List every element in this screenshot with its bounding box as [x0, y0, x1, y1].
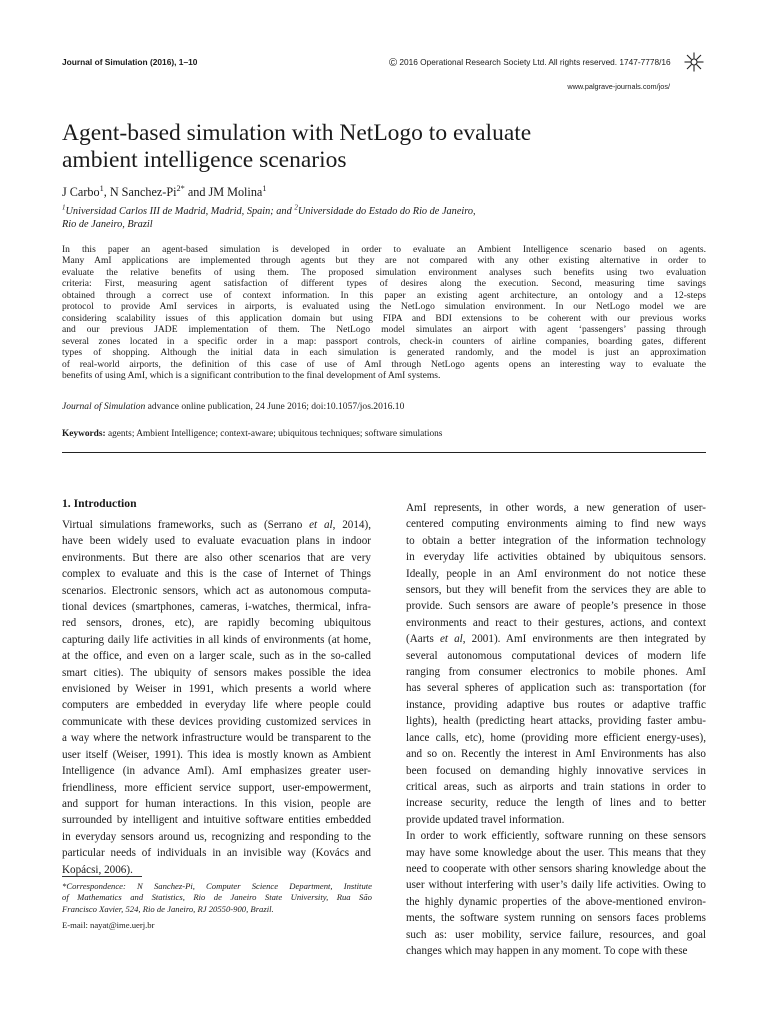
text-line: scenarios. Electronic sensors, which act as autonomous computa-	[62, 584, 371, 597]
text-line: smart cities). The ubiquity of sensors makes possible the idea	[62, 666, 371, 679]
text-line: benefits of using AmI, which is a significant contribution to the final development of AmI systems.	[62, 370, 441, 382]
title-line: ambient intelligence scenarios	[62, 147, 347, 173]
text-line: changes which may happen in any moment. To cope with these	[406, 944, 688, 957]
text-line: protocol to provide AmI services in airports, is evaluated using the NetLogo simulation environment. In our NetLogo model we are	[62, 301, 706, 313]
text-line: obtained through a correct use of context information. In this paper an existing agent architecture, an ontology and a 12-steps	[62, 289, 706, 301]
text-line: instance, providing adaptive bus routes or adaptive traffic	[406, 698, 706, 711]
text-line: lights), health (predicting heart attacks, providing faster ambu-	[406, 715, 706, 728]
keywords	[62, 429, 442, 439]
text-line: Kopácsi, 2006).	[62, 863, 133, 876]
text-line: communicate with these devices providing customized services in	[62, 715, 371, 728]
text-line: capturing daily life activities in all kinds of environments (at home,	[62, 633, 371, 646]
affiliation-marker: 1	[62, 203, 66, 212]
section-heading: 1. Introduction	[62, 497, 137, 510]
correspondence-footnote	[62, 881, 372, 915]
journal-citation-header: Journal of Simulation (2016), 1–10	[62, 57, 198, 67]
text-line: in everyday sensors around us, recognizing and responding to the	[62, 830, 371, 843]
text-line: been focused on demanding highly innovative services in	[406, 764, 706, 777]
author-name: JM Molina	[208, 185, 263, 199]
text-line: complex to evaluate and this is the case of Internet of Things	[62, 568, 371, 581]
citation-details: advance online publication, 24 June 2016; doi:10.1057/jos.2016.10	[145, 401, 405, 412]
text-line: *Correspondence: N Sanchez-Pi, Computer Science Department, Institute	[62, 881, 372, 891]
abstract	[62, 244, 706, 382]
text-line: ments, the software system running on sensors faces problems	[406, 912, 706, 925]
text-line: have been widely used to evaluate evacuation plans in indoor	[62, 535, 371, 548]
text-line: increase security, reduce the length of lines and to better	[406, 797, 706, 810]
text-line: need to cooperate with other sensors sharing knowledge about the	[406, 862, 706, 875]
journal-url-link[interactable]: www.palgrave-journals.com/jos/	[567, 82, 670, 91]
text-line: environments. But there are also other scenarios that are very	[62, 551, 371, 564]
text-line: Virtual simulations frameworks, such as (Serrano et al, 2014),	[62, 519, 371, 531]
text-line: Ideally, people in an AmI environment do not notice these	[406, 567, 706, 580]
online-citation	[62, 401, 404, 412]
text-line: criteria: First, measuring agent satisfaction of different types of desires along the execution. Second, measuring time savings	[62, 278, 706, 290]
title-line: Agent-based simulation with NetLogo to evaluate	[62, 120, 532, 146]
text-line: friendliness, more efficient service support, user-empowerment,	[62, 781, 371, 794]
text-line: provide updated travel information.	[406, 813, 565, 826]
text-line: may have some knowledge about the user. This means that they	[406, 846, 706, 859]
text-line: Intelligence (in advance AmI). AmI emphasizes greater user-	[62, 765, 371, 778]
text-line: provide. Such sensors are aware of people’s presence in those	[406, 600, 706, 613]
text-line: particular needs of individuals in an invisible way (Kovács and	[62, 847, 371, 860]
paragraph	[392, 500, 706, 828]
text-line: several zones located in a specific order in a map: passport controls, check-in counters of airline companies, boarding gates, different	[62, 335, 706, 347]
text-line: AmI represents, in other words, a new generation of user-	[406, 502, 706, 514]
text-line: In order to work efficiently, software running on these sensors	[406, 830, 706, 843]
article-title	[62, 120, 702, 174]
text-line: and support for human interactions. In this vision, people are	[62, 797, 371, 810]
text-line: to obtain a better integration of the information technology	[406, 534, 706, 547]
keywords-text: agents; Ambient Intelligence; context-aware; ubiquitous techniques; software simulations	[105, 429, 443, 439]
affiliation-text: Universidade do Estado do Rio de Janeiro,	[297, 206, 476, 217]
text-line: sensors, but they will benefit from the services they are able to	[406, 584, 706, 597]
text-line: the highly dynamic properties of the above-mentioned environ-	[406, 895, 706, 908]
text-line: Francisco Xavier, 524, Rio de Janeiro, RJ 20550-900, Brazil.	[62, 903, 274, 914]
text-line: In this paper an agent-based simulation is developed in order to evaluate an Ambient Intelligence scenario based on agents.	[62, 244, 706, 255]
right-column-text	[392, 500, 706, 959]
author-name: J Carbo	[62, 185, 100, 199]
paragraph	[392, 828, 706, 959]
text-line: critical areas, such as airports and train stations in order to	[406, 780, 706, 793]
text-line: centered computing environments aiming to find new ways	[406, 518, 706, 531]
text-line: user itself (Weiser, 1991). This idea is mostly known as Ambient	[62, 748, 371, 761]
affiliation-text: Rio de Janeiro, Brazil	[62, 218, 153, 230]
affiliation-text: Universidad Carlos III de Madrid, Madrid, Spain; and	[65, 206, 295, 217]
text-line: Many AmI applications are implemented through agents but they are not compared with any other existing alternative in order to	[62, 255, 706, 267]
text-line: of Mathematics and Statistics, Rio de Janeiro State University, Rua São	[62, 892, 372, 903]
author-affiliation-marker: 1	[99, 183, 104, 193]
left-column-text	[62, 517, 371, 878]
text-line: red sensors, drones, etc), are rapidly becoming ubiquitous	[62, 617, 371, 630]
copyright-notice	[389, 57, 671, 69]
footnote-divider	[62, 876, 142, 877]
text-line: user without interfering with user’s daily life activities. Owing to	[406, 879, 706, 892]
text-line: a way where the network infrastructure would be transparent to the	[62, 732, 371, 745]
text-line: types of shopping. Although the initial data in each simulation is generated randomly, and the model is just an approximation	[62, 347, 706, 359]
text-line: evaluate the relative benefits of using them. The proposed simulation environment analyses such benefits using two evaluation	[62, 266, 706, 278]
author-affiliation-marker: 1	[262, 183, 267, 193]
text-line: and our previous JADE implementation of them. The NetLogo model simulates an airport with agent ‘passengers’ passing through	[62, 324, 706, 336]
copyright-text: 2016 Operational Research Society Ltd. All rights reserved. 1747-7778/16	[399, 57, 671, 67]
text-line: computers are embedded in everyday life where people could	[62, 699, 371, 712]
author-name: N Sanchez-Pi	[109, 185, 177, 199]
text-line: of real-world airports, the definition of this case of use of AmI through NetLogo agents opens an interesting way to evaluate the	[62, 358, 706, 370]
text-line: has several spheres of application such as: transportation (for	[406, 682, 706, 695]
affiliations	[62, 203, 682, 231]
correspondence-email[interactable]: E-mail: nayat@ime.uerj.br	[62, 920, 155, 930]
text-line: surrounded by intelligent and intuitive software entities embedded	[62, 814, 371, 827]
keywords-label: Keywords:	[62, 429, 106, 439]
text-line: considering scalability issues of this application domain but using FIPA and BDI extensions to be coherent with our previous works	[62, 312, 706, 324]
text-line: such as: user mobility, service failure, resources, and goal	[406, 928, 706, 941]
section-divider	[62, 452, 706, 453]
author-separator: ,	[103, 185, 110, 199]
text-line: (Aarts et al, 2001). AmI environments are then integrated by	[406, 633, 706, 646]
text-line: and so on. Recently the interest in AmI Environments has also	[406, 748, 706, 761]
author-affiliation-marker: 2*	[176, 183, 185, 193]
text-line: at the office, and even on a larger scale, such as in the so-called	[62, 650, 371, 663]
copyright-symbol: ©	[389, 57, 398, 69]
text-line: in everyday life activities obtained by ubiquitous sensors.	[406, 551, 706, 564]
text-line: tional devices (smartphones, cameras, i-watches, thermical, infra-	[62, 601, 371, 614]
affiliation-marker: 2	[294, 203, 298, 212]
text-line: envisioned by Weiser in 1991, which presents a world where	[62, 683, 371, 696]
author-separator: and	[184, 185, 209, 199]
publisher-logo-icon	[684, 52, 704, 72]
text-line: environments and react to their gestures, actions, and context	[406, 616, 706, 629]
citation-journal: Journal of Simulation	[62, 401, 146, 412]
text-line: ranging from consumer electronics to mobile phones. AmI	[406, 666, 706, 679]
text-line: lance calls, etc), home (providing more efficient energy-uses),	[406, 731, 706, 744]
text-line: several autonomous computational devices of modern life	[406, 649, 706, 662]
author-list	[62, 185, 266, 200]
